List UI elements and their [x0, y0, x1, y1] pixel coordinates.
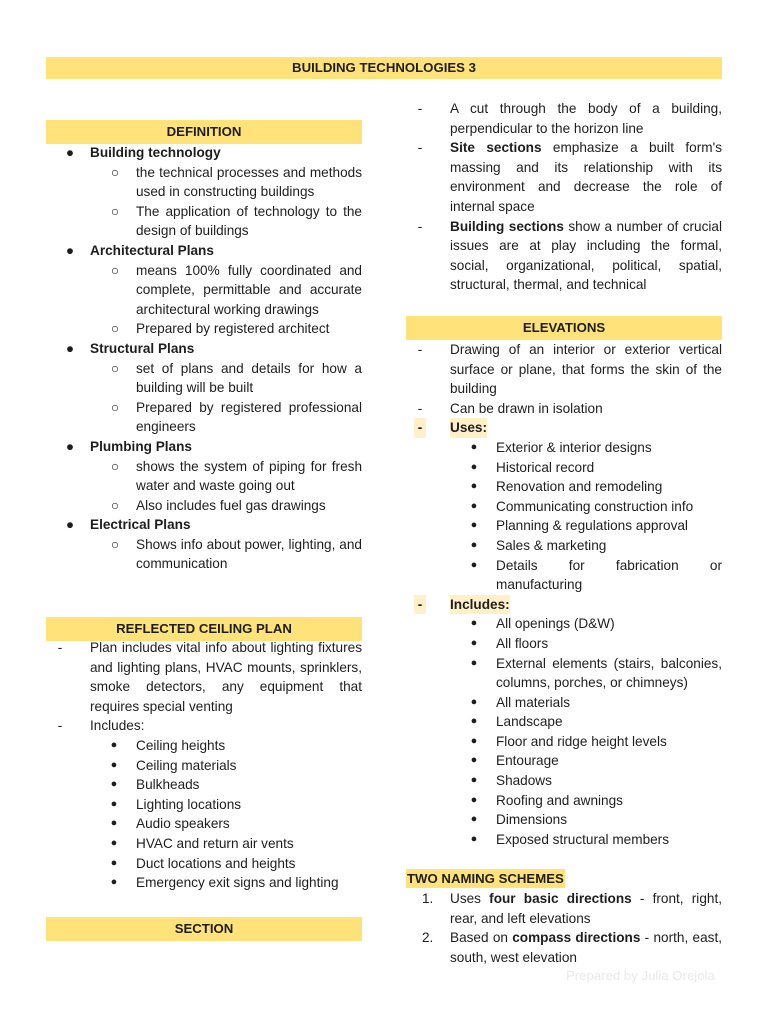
includes-item-text: All materials — [496, 694, 571, 710]
definition-subitem — [46, 319, 362, 339]
elevation-item-text: Drawing of an interior or exterior vertical surface or plane, that forms the skin of the building — [450, 342, 722, 397]
rcp-includes-list — [46, 736, 362, 893]
rcp-includes-label: Includes: — [90, 718, 145, 734]
circle-marker: ○ — [110, 399, 120, 415]
includes-row — [406, 595, 722, 615]
rcp-item-text: Duct locations and heights — [136, 855, 296, 871]
rcp-item-text: Lighting locations — [136, 796, 242, 812]
includes-item-text: Roofing and awnings — [496, 792, 623, 808]
includes-item — [406, 732, 722, 752]
dash-marker: - — [417, 342, 423, 357]
definition-subitem-text: Prepared by registered professional engineers — [136, 399, 362, 435]
rcp-item-text: Bulkheads — [136, 777, 200, 793]
circle-marker: ○ — [110, 536, 120, 552]
bullet-marker: ● — [470, 774, 478, 787]
rcp-paragraph — [46, 638, 362, 716]
circle-marker: ○ — [110, 321, 120, 337]
bullet-marker: ● — [470, 793, 478, 806]
elevation-item-text: Can be drawn in isolation — [450, 400, 603, 416]
rcp-item-text: Audio speakers — [136, 816, 230, 832]
naming-scheme-post: - front, right, rear, and left elevations — [450, 891, 723, 926]
definition-term-label: Electrical Plans — [90, 517, 191, 533]
includes-item — [406, 654, 722, 693]
dash-marker: - — [414, 418, 426, 438]
bullet-marker: ● — [470, 832, 478, 845]
circle-marker: ○ — [110, 497, 120, 513]
bullet-marker: ● — [470, 519, 478, 532]
uses-item-text: Renovation and remodeling — [496, 479, 663, 495]
dash-marker: - — [57, 718, 63, 734]
bullet-marker: ● — [110, 836, 118, 849]
includes-item-text: Landscape — [496, 714, 563, 730]
uses-list — [406, 438, 722, 595]
bullet-marker: ● — [470, 754, 478, 767]
includes-item — [406, 693, 722, 713]
definition-subitem-text: The application of technology to the design of buildings — [136, 203, 362, 239]
uses-item-text: Details for fabrication or manufacturing — [496, 557, 722, 593]
bullet-marker: ● — [470, 734, 478, 747]
includes-item — [406, 830, 722, 850]
elevation-item — [406, 340, 722, 399]
bullet-marker: ● — [470, 538, 478, 551]
section-item-text — [450, 138, 722, 216]
section-item-text — [450, 99, 722, 138]
definition-term — [46, 437, 362, 457]
uses-label: Uses: — [450, 418, 487, 438]
definition-subitem — [46, 359, 362, 398]
naming-scheme-pre: Based on — [450, 930, 513, 946]
includes-item — [406, 771, 722, 791]
uses-item-text: Planning & regulations approval — [496, 518, 688, 534]
dash-marker: - — [417, 218, 423, 234]
definition-subitem-text: the technical processes and methods used in constructing buildings — [136, 164, 362, 200]
uses-item — [406, 497, 722, 517]
elevations-header: ELEVATIONS — [406, 316, 722, 340]
definition-subitem-text: Also includes fuel gas drawings — [136, 497, 326, 513]
definition-subitem-text: means 100% fully coordinated and complete, permittable and accurate architectural working drawings — [136, 262, 362, 317]
includes-item-text: Dimensions — [496, 812, 568, 828]
section-item-term: Site sections — [450, 140, 542, 156]
bullet-marker: ● — [470, 440, 478, 453]
rcp-item — [46, 795, 362, 815]
definition-subitem — [46, 202, 362, 241]
uses-item-text: Exterior & interior designs — [496, 439, 652, 455]
section-header: SECTION — [46, 917, 362, 941]
definition-subitem — [46, 261, 362, 320]
definition-term-label: Plumbing Plans — [90, 438, 192, 454]
circle-marker: ○ — [110, 360, 120, 376]
bullet-marker: ● — [110, 797, 118, 810]
definition-subitem — [46, 398, 362, 437]
definition-term-label: Structural Plans — [90, 340, 195, 356]
section-item — [406, 217, 722, 295]
includes-item-text: Exposed structural members — [496, 831, 670, 847]
bullet-marker: ● — [65, 517, 75, 533]
includes-item-text: Entourage — [496, 753, 559, 769]
naming-schemes-list — [406, 889, 722, 967]
bullet-marker: ● — [470, 813, 478, 826]
section-item — [406, 138, 722, 216]
section-item-desc: show a number of crucial issues are at play including the formal, social, organizational, political, spatial, structural, thermal, and technical — [450, 218, 723, 293]
dash-marker: - — [417, 101, 423, 116]
bullet-marker: ● — [110, 738, 118, 751]
rcp-list — [46, 638, 362, 893]
definition-list — [46, 143, 362, 574]
naming-scheme-term: compass directions — [512, 930, 641, 946]
bullet-marker: ● — [470, 695, 478, 708]
dash-marker: - — [57, 640, 63, 655]
includes-item-text: External elements (stairs, balconies, columns, porches, or chimneys) — [496, 655, 722, 691]
naming-scheme-term: four basic directions — [489, 891, 632, 906]
bullet-marker: ● — [110, 758, 118, 771]
rcp-item-text: HVAC and return air vents — [136, 835, 294, 851]
bullet-marker: ● — [110, 778, 118, 791]
rcp-paragraph-text: Plan includes vital info about lighting fixtures and lighting plans, HVAC mounts, sprinklers, smoke detectors, any equipment that requires special venting — [90, 640, 362, 714]
circle-marker: ○ — [110, 164, 120, 180]
naming-schemes-title: TWO NAMING SCHEMES — [407, 871, 564, 886]
includes-item — [406, 751, 722, 771]
uses-item — [406, 516, 722, 536]
rcp-item — [46, 854, 362, 874]
definition-term — [46, 515, 362, 535]
bullet-marker: ● — [65, 438, 75, 454]
bullet-marker: ● — [65, 242, 75, 258]
section-list — [406, 99, 722, 295]
circle-marker: ○ — [110, 458, 120, 474]
number-marker: 1. — [422, 891, 434, 906]
elevations-list — [406, 340, 722, 849]
bullet-marker: ● — [470, 656, 478, 669]
section-item-desc: A cut through the body of a building, perpendicular to the horizon line — [450, 101, 722, 136]
section-item-text — [450, 217, 722, 295]
uses-item — [406, 438, 722, 458]
uses-row — [406, 418, 722, 438]
definition-header: DEFINITION — [46, 120, 362, 144]
rcp-header: REFLECTED CEILING PLAN — [46, 617, 362, 641]
naming-scheme-pre: Uses — [450, 891, 490, 906]
dash-marker: - — [417, 400, 423, 416]
rcp-item — [46, 814, 362, 834]
bullet-marker: ● — [470, 480, 478, 493]
rcp-item-text: Ceiling materials — [136, 757, 237, 773]
bullet-marker: ● — [65, 145, 75, 160]
definition-subitem — [46, 496, 362, 516]
includes-item — [406, 712, 722, 732]
definition-term — [46, 339, 362, 359]
bullet-marker: ● — [470, 636, 478, 649]
naming-scheme-text — [450, 889, 722, 928]
includes-label: Includes: — [450, 595, 510, 615]
uses-item — [406, 556, 722, 595]
definition-term — [46, 241, 362, 261]
dash-marker: - — [414, 595, 426, 615]
definition-term — [46, 143, 362, 163]
circle-marker: ○ — [110, 203, 120, 219]
section-item-term: Building sections — [450, 218, 564, 234]
bullet-marker: ● — [110, 817, 118, 830]
section-item-desc: emphasize a built form's massing and its relationship with its environment and decrease the role of internal space — [450, 140, 722, 214]
includes-item — [406, 810, 722, 830]
naming-scheme-post: - north, east, south, west elevation — [450, 930, 722, 965]
bullet-marker: ● — [110, 876, 118, 889]
bullet-marker: ● — [470, 558, 478, 571]
uses-item — [406, 477, 722, 497]
bullet-marker: ● — [470, 499, 478, 512]
definition-term-label: Building technology — [90, 145, 221, 160]
rcp-item — [46, 775, 362, 795]
definition-subitem — [46, 163, 362, 202]
includes-list — [406, 614, 722, 849]
uses-item-text: Sales & marketing — [496, 537, 607, 553]
bullet-marker: ● — [65, 340, 75, 356]
naming-scheme-text — [450, 928, 722, 967]
footer-credit: Prepared by Julia Orejola — [566, 968, 715, 983]
rcp-item-text: Emergency exit signs and lighting — [136, 875, 339, 891]
rcp-item — [46, 834, 362, 854]
includes-item — [406, 634, 722, 654]
includes-item-text: Floor and ridge height levels — [496, 733, 667, 749]
circle-marker: ○ — [110, 262, 120, 278]
document-title: BUILDING TECHNOLOGIES 3 — [46, 57, 722, 79]
includes-item-text: All openings (D&W) — [496, 616, 615, 632]
rcp-item-text: Ceiling heights — [136, 737, 226, 753]
definition-subitem — [46, 535, 362, 574]
uses-item — [406, 458, 722, 478]
includes-item — [406, 791, 722, 811]
includes-item-text: Shadows — [496, 773, 552, 789]
number-marker: 2. — [422, 930, 434, 946]
definition-subitem-text: Shows info about power, lighting, and communication — [136, 536, 362, 572]
naming-scheme-item — [406, 889, 722, 928]
bullet-marker: ● — [470, 715, 478, 728]
naming-scheme-item — [406, 928, 722, 967]
bullet-marker: ● — [110, 856, 118, 869]
definition-subitem-text: Prepared by registered architect — [136, 321, 330, 337]
section-item — [406, 99, 722, 138]
elevation-item — [406, 399, 722, 419]
uses-item-text: Communicating construction info — [496, 498, 694, 514]
bullet-marker: ● — [470, 460, 478, 473]
rcp-item — [46, 736, 362, 756]
definition-subitem-text: set of plans and details for how a building will be built — [136, 360, 362, 396]
rcp-item — [46, 756, 362, 776]
elevations-items — [406, 340, 722, 418]
uses-item-text: Historical record — [496, 459, 595, 475]
rcp-includes — [46, 716, 362, 736]
dash-marker: - — [417, 140, 423, 156]
definition-term-label: Architectural Plans — [90, 242, 214, 258]
bullet-marker: ● — [470, 617, 478, 630]
definition-subitem-text: shows the system of piping for fresh water and waste going out — [136, 458, 362, 494]
includes-item-text: All floors — [496, 635, 549, 651]
definition-subitem — [46, 457, 362, 496]
includes-item — [406, 614, 722, 634]
uses-item — [406, 536, 722, 556]
rcp-item — [46, 873, 362, 893]
